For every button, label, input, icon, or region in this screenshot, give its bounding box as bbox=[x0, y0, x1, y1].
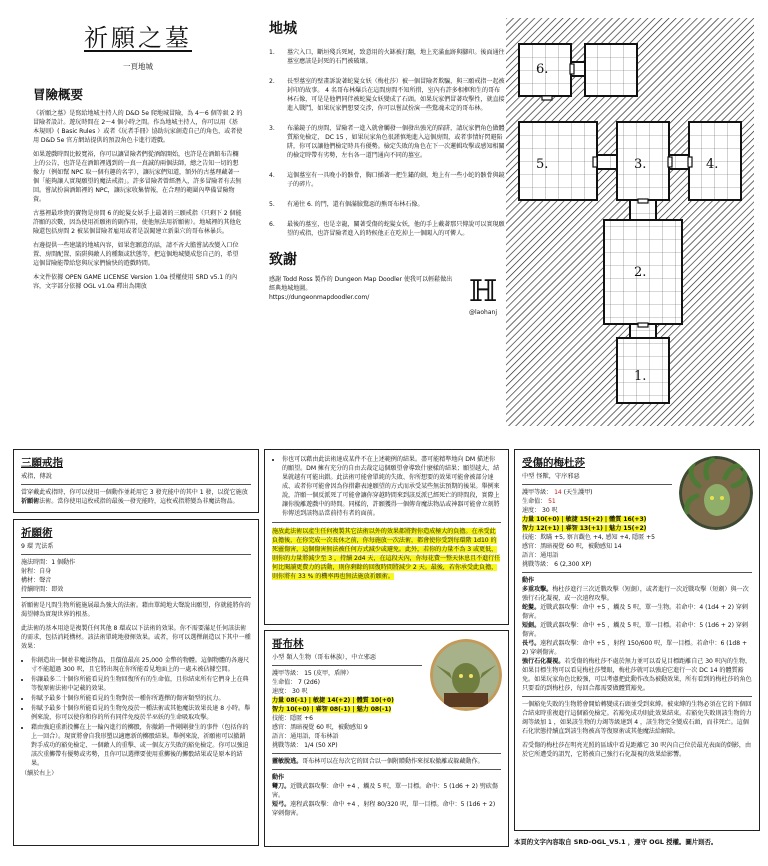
medusa-skills: 技能：欺瞞 +5, 察言觀色 +4, 感知 +4, 隱匿 +5 bbox=[522, 534, 655, 542]
divider bbox=[21, 554, 251, 555]
medusa-senses: 感官：黑暗視覺 60 呎，被動感知 14 bbox=[522, 543, 622, 551]
goblin-portrait-icon bbox=[430, 639, 502, 711]
spell-effect: • 藉由強迫重新投擲在上一輪內進行的擲骰，你撤銷一件剛剛發生的事件（包括你的上一回合）。現實將會自我形塑以適應新的擲骰結果。舉例來說，祈願術可以撤銷對手成功的豁免檢定、一個敵人的重擊、或一個友方失敗的豁免檢定。你可以強迫該次重擲帶有優勢或劣勢，且你可以選擇要使用重擲後的擲骰結果或是原本的結果。 bbox=[31, 723, 251, 768]
map-room-label: 6. bbox=[536, 62, 549, 77]
medusa-action bbox=[522, 621, 752, 639]
location-text: 長型墓室的壁畫訴說著蛇髮女妖（梅杜莎）被一個冒險者欺騙，與三願戒指一起被封印的故事。 4 名哥布林爆兵在這間房間不知所措，室內有許多相框和生的哥布林石像，可是是他們同伴被蛇髮女妖變成了石頭。如果玩家們冒著攻擊性，就直接進入戰鬥，如果玩家們想要交涉，你可以嘗試扮演一些驚魂未定的哥布林。 bbox=[287, 78, 505, 113]
spell-stat: 構材：聲音 bbox=[21, 577, 52, 585]
room-6-annex bbox=[585, 44, 637, 96]
overview-heading: 冒險概要 bbox=[33, 87, 84, 102]
spell-subtitle: 9 環 咒法系 bbox=[21, 543, 54, 550]
credits-line: 感謝 Todd Ross 製作的 Dungeon Map Doodler 使我可以輕鬆做出經典地城地圖。 bbox=[269, 276, 453, 293]
goblin-actions bbox=[272, 773, 501, 818]
map-room-label: 2. bbox=[634, 265, 647, 280]
divider bbox=[21, 484, 251, 485]
action-name: 長弓。 bbox=[522, 640, 541, 648]
author-logo-icon: ℍ bbox=[468, 274, 498, 310]
wish-stress-text bbox=[272, 527, 501, 581]
medusa-name: 受傷的梅杜莎 bbox=[522, 457, 585, 469]
overview-paragraph: 古墓裡最珍貴的寶物是房間 6 的蛇髮女妖手上最著的三願戒指（只剩下 2 個能許願的次數，因為使用祈願術的副作用，使他無法用祈願術）。地城裡的其他危險還包括房間 2 被某個冒險者雇用或者是誤闖建立新巢穴的哥布林暴兵。 bbox=[33, 210, 242, 236]
location-text: 有通往 6. 的門，還有個滿臉驚惡的熊哥布林石像。 bbox=[287, 201, 424, 209]
ability-scores: 智力 10(+0) | 睿智 08(-1) | 魅力 08(-1) bbox=[272, 706, 392, 714]
petrify-notes bbox=[522, 700, 752, 759]
location-number: 3. bbox=[269, 125, 275, 133]
spell-effect: • 你創造出一個並非魔法物品，且價值最高 25,000 金幣的物體。這個物體的各邊尺寸不能超過 300 呎，且它將出現在你所能看見地面上的一處未被佔據空間。 bbox=[31, 656, 251, 674]
location-text: 墓穴入口，斷垣殘兵死屍，致意用的火缽被打翻，地上充滿血跡與腳印。後面通往墓室應該是封死的石門被破壞。 bbox=[287, 49, 505, 66]
credits-link[interactable]: https://dungeonmapdoodler.com/ bbox=[269, 294, 370, 302]
location-item bbox=[269, 48, 505, 66]
location-item bbox=[269, 124, 505, 160]
medusa-challenge: 挑戰等級： 6 (2,300 XP) bbox=[522, 561, 592, 569]
medusa-statblock bbox=[514, 449, 760, 831]
dungeon-heading: 地城 bbox=[269, 21, 297, 37]
action-name: 短劍。 bbox=[522, 622, 541, 630]
location-item bbox=[269, 77, 505, 113]
action-name: 彎刀。 bbox=[272, 783, 291, 791]
divider bbox=[21, 597, 251, 598]
medusa-action bbox=[522, 585, 752, 603]
document-subtitle: 一頁地城 bbox=[123, 62, 153, 71]
goblin-ac: 護甲等級： 15 (皮甲，盾牌） bbox=[272, 670, 353, 677]
medusa-speed: 速度： 30 呎 bbox=[522, 507, 558, 515]
credits-block bbox=[269, 275, 505, 316]
hp-label: 生命值： bbox=[522, 498, 547, 506]
medusa-type: 中型 怪獸，守序邪惡 bbox=[522, 473, 580, 480]
ability-scores: 智力 12(+1) | 睿智 13(+1) | 魅力 15(+2) bbox=[522, 525, 647, 533]
door bbox=[638, 199, 648, 203]
spell-stats bbox=[21, 558, 251, 594]
spell-paragraph: 祈願術是凡間生物所能施展最為強大的法術。藉由單純地大聲說出願望，你就能將你的渴望轉為實現世界的根基。 bbox=[21, 602, 251, 619]
ring-spell-name: 祈願術 bbox=[21, 498, 40, 506]
overview-paragraph: 右邊提供一些建議的地城內容，如果您願意的話，請不吝大膽嘗試改變入口位置、房間配置、陷阱與敵人的種類或狀態等，把這個地城變成您自己的，希望這個冒險能帶給您與玩家們愉快的遊戲時間。 bbox=[33, 242, 239, 268]
overview-body bbox=[33, 109, 243, 291]
goblin-name: 哥布林 bbox=[272, 638, 304, 650]
petrify-paragraph: 一個豁免失敗的生物將會開始轉變成石頭並受到束縛。被束縛的生物必須在它的下個回合結束時重複進行這個豁免檢定。若豁免成功則此效果結束。若豁免失敗則該生物的力竭等級加 1 ，如果該生物的力竭等級達到 4 ，該生物完全變成石頭，而非死亡。這個石化狀態持續直到該生物被高等復原術或其他魔法給解除。 bbox=[522, 701, 752, 736]
hp-value: 51 bbox=[548, 498, 556, 506]
overview-column bbox=[33, 18, 243, 296]
spell-stat: 射程：自身 bbox=[21, 568, 52, 576]
thanks-heading: 致謝 bbox=[269, 252, 297, 269]
spell-title: 祈願術 bbox=[21, 527, 53, 539]
divider bbox=[272, 665, 422, 666]
spell-stat: 持續時間：即效 bbox=[21, 586, 64, 594]
continue-note: （續於右上） bbox=[21, 770, 58, 778]
action-text: 近戰武器攻擊：命中 +5 ，觸及 5 呎，單一目標。若命中：5 (1d6 + 2) 穿刺傷害。 bbox=[522, 622, 748, 639]
ac-label: 護甲等級： bbox=[522, 489, 553, 496]
spell-stat: 施法時間：1 個動作 bbox=[21, 559, 76, 566]
dungeon-column bbox=[269, 18, 505, 316]
location-number: 6. bbox=[269, 221, 275, 229]
map-room-label: 5. bbox=[536, 157, 549, 172]
medusa-portrait-icon bbox=[679, 456, 753, 530]
medusa-action bbox=[522, 603, 752, 621]
author-logo bbox=[461, 275, 505, 316]
action-text: 若受傷的梅杜莎不處於無力並可以看見目標距離自己 30 呎內的生物，如果目標生物可以看見梅杜莎雙眼，梅杜莎就可以強迫它進行一次 DC 14 的體質豁免。如果玩家角色比較強，可以考慮把此動作改為被動效果，所有看到的梅杜莎的角色只要看的到梅杜莎，每回合都需要做體質豁免。 bbox=[522, 658, 752, 693]
overview-paragraph: 如果遊戲時間比較寬裕，你可以讓冒險者們從酒館開始，也許是在酒館布告欄上的公告，也許是在酒館裡遇到的一真一真誠的兩個法師，總之告知一切的想像力（例如幫 NPC 取一個有趣的名字），讓玩家們知道，額外的古墓理藏著一個「能夠讓人實現願望的魔法戒指」。許多冒險者曾經潛入，許多冒險者有去無回。嘗試扮演酒館裡的 NPC，讓玩家收集情報，在合理的範圍內準備冒險物資。 bbox=[33, 151, 242, 204]
wish-continued-box bbox=[264, 449, 509, 625]
goblin-languages: 語言：通用語，哥布林語 bbox=[272, 733, 339, 741]
footer-license: 本頁的文字內容取自 SRD-OGL_V5.1 ，遵守 OGL 授權。圖片則否。 bbox=[514, 838, 718, 846]
ring-text: 當穿戴此戒指時，你可以使用一個動作並耗用它 3 發充能中的其中 1 發，以從它施放 bbox=[21, 489, 248, 496]
divider bbox=[272, 522, 501, 523]
corridor bbox=[597, 155, 617, 169]
goblin-action bbox=[272, 800, 501, 818]
door bbox=[593, 157, 597, 167]
divider bbox=[522, 572, 752, 573]
trait-text: 哥布林可以在每次它的回合以一個附贈動作來採取撤離或躲藏動作。 bbox=[302, 758, 484, 766]
overview-paragraph: 《祈願之墓》是寫給地城主持人的 D&D 5e 爬地城冒險，為 4～6 個等級 2 的冒險者設計。遊玩時間在 2～4 個小時之間。作為地城主持人，你可以用《基本規則》( Basic Rules ）或者《玩者手冊》協助玩家創造自己的角色，或者使用 D&D 5e 官方網站提供的預設角色卡進行遊戲。 bbox=[33, 110, 243, 145]
location-number: 2. bbox=[269, 78, 275, 86]
medusa-actions bbox=[522, 576, 752, 693]
ring-text: 法術。當你使用這枚戒指的最後一發充能時，這枚戒指將變為非魔法物品。 bbox=[39, 498, 239, 506]
location-number: 4. bbox=[269, 172, 275, 180]
ring-description bbox=[21, 488, 251, 506]
location-number: 1. bbox=[269, 49, 275, 56]
ac-note: (天生護甲) bbox=[563, 489, 593, 496]
spell-effect: • 你賦予最多十個你所能看見的生物對於一種你所選擇的傷害類型的抗力。 bbox=[31, 694, 251, 703]
medusa-languages: 語言：通用語 bbox=[522, 552, 559, 560]
door bbox=[688, 157, 692, 167]
dungeon-location-list bbox=[269, 48, 505, 238]
goblin-skills: 技能：隱匿 +6 bbox=[272, 715, 313, 723]
dungeon-map-drawing bbox=[506, 18, 754, 426]
goblin-challenge: 挑戰等級： 1/4 (50 XP) bbox=[272, 742, 338, 750]
wish-spell-box bbox=[13, 519, 259, 846]
trait-name: 靈敏脫逃。 bbox=[272, 758, 303, 766]
door bbox=[570, 64, 574, 74]
author-handle: @laohanj bbox=[469, 309, 497, 317]
credits-text bbox=[269, 275, 455, 316]
divider bbox=[272, 753, 501, 754]
map-room-label: 4. bbox=[706, 157, 719, 172]
medusa-action bbox=[522, 657, 752, 693]
divider bbox=[522, 484, 672, 485]
action-name: 多重攻擊。 bbox=[522, 586, 553, 594]
goblin-senses: 感官：黑暗視覺 60 呎，被動感知 9 bbox=[272, 724, 368, 732]
room-5 bbox=[519, 122, 597, 200]
map-room-label: 1. bbox=[634, 369, 647, 384]
actions-heading: 動作 bbox=[272, 774, 285, 782]
location-item bbox=[269, 171, 505, 189]
dungeon-map bbox=[506, 18, 754, 426]
location-number: 5. bbox=[269, 201, 275, 209]
spell-effect: • 你讓最多二十個你所能看見的生物回復所有的生命值，且你結束所有它們身上在典等復原術法術中記載的效果。 bbox=[31, 675, 251, 693]
goblin-hp: 生命值： 7 (2d6) bbox=[272, 679, 320, 687]
location-item bbox=[269, 220, 505, 238]
spell-body bbox=[21, 601, 251, 778]
door bbox=[638, 323, 648, 327]
petrify-paragraph: 若受傷的梅杜莎在明亮光照的區域中看見距離它 30 呎內自己位於最光表面的倒影，由於它所遭受的詛咒，它將被自己強行石化凝視的效果給影響。 bbox=[522, 742, 752, 759]
location-text: 最後的墓室，也是幸龍，關著受傷的蛇髮女妖，他的手上戴著那只傳說可以實現願望的戒指，也許冒險者進入的時候他正在吃掉上一個闖入的可憐人。 bbox=[287, 221, 505, 238]
goblin-type: 小型 類人生物（哥布林族），中立邪惡 bbox=[272, 654, 377, 661]
map-room-label: 3. bbox=[634, 157, 647, 172]
ac-value: 14 bbox=[554, 489, 562, 496]
divider bbox=[272, 769, 501, 770]
action-text: 遠程武器攻擊：命中 +4 ，射程 80/320 呎，單一目標。命中：5 (1d6 + 2) 穿刺傷害。 bbox=[272, 801, 496, 818]
ring-title: 三願戒指 bbox=[21, 457, 63, 469]
action-text: 近戰武器攻擊：命中 +5 ，觸及 5 呎，單一生物。若命中：4 (1d4 + 2) 穿刺傷害。 bbox=[522, 604, 748, 621]
spell-paragraph: 此法術的基本用途是複製任何其他 8 環或以下法術的效果。你不需要滿足任何該法術的需求，包括消耗構材。該法術單純地發揮效果。或者，你可以選擇創造以下其中一種效果： bbox=[21, 625, 251, 651]
action-name: 蛇髮。 bbox=[522, 604, 541, 612]
ability-scores: 力量 10(+0) | 敏捷 15(+2) | 體質 16(+3) bbox=[522, 516, 647, 524]
location-text: 布滿鏡子的房間，冒險者一進入就會觸發一個發出強光的陷阱，請玩家們角色做體質豁免檢定， DC 15 ，如果玩家角色很謹慎地進入這個房間，或者事情好閃避陷阱，你可以讓他們檢定時具有優勢。檢定失敗的角色在下一次邏輯攻擊或感知相關的檢定時帶有劣勢，左右各一道門通向不同的墓室。 bbox=[287, 125, 505, 160]
action-name: 短弓。 bbox=[272, 801, 291, 809]
door bbox=[542, 96, 552, 100]
actions-heading: 動作 bbox=[522, 577, 535, 585]
ring-item-box bbox=[13, 449, 259, 513]
goblin-speed: 速度： 30 呎 bbox=[272, 688, 308, 696]
goblin-action bbox=[272, 782, 501, 800]
divider bbox=[522, 696, 752, 697]
action-name: 強行石化凝視。 bbox=[522, 658, 565, 666]
action-text: 近戰武器攻擊：命中 +4 ，觸及 5 呎，單一目標。命中：5 (1d6 + 2) 劈砍傷害。 bbox=[272, 783, 498, 800]
medusa-action bbox=[522, 639, 752, 657]
door bbox=[668, 157, 672, 167]
overview-paragraph: 本文件依據 OPEN GAME LICENSE Version 1.0a 授權使用 SRD v5.1 的內容，文字部分依據 OGL v1.0a 釋出為開放 bbox=[33, 274, 238, 291]
spell-effect-list bbox=[21, 656, 251, 768]
wish-continued-list bbox=[272, 455, 501, 518]
ability-scores: 力量 08(-1) | 敏捷 14(+2) | 體質 10(+0) bbox=[272, 697, 394, 705]
highlighted-text: 施放此法術以產生任何複製其它法術以外的效果都將對你造成極大的負擔。在承受此負擔後，在你完成一次長休之前，你每施放一次法術，都會使你受到每環階 1d10 的死靈傷害，這個傷害無法被任何方式減少或避免。此外，若你的力量不為 3 或更低，則你的力量將減少至 3 ，持續 2d4 天，在這段天內，你每花費一整天休息且不進行任何比閱讀更費力的活動，則你剩餘的回復時間將減少 2 天。最後，若你承受此負擔，則你將有 33 % 的機率再也無法施放祈願術。 bbox=[272, 528, 501, 581]
location-text: 這個墓室有一具晚小的骸骨，胸口插著一把生鏽的劍，地上有一些小蛇的骸骨與鏡子的碎片。 bbox=[287, 172, 505, 189]
ring-subtitle: 戒指，傳說 bbox=[21, 473, 52, 480]
location-item bbox=[269, 200, 505, 209]
goblin-trait bbox=[272, 757, 501, 766]
action-text: 梅杜莎進行三次近戰攻擊（短劍），或者進行一次近戰攻擊（短劍）與一次強行石化凝視，或一次遠程攻擊。 bbox=[522, 586, 749, 603]
wish-continued-text: • 你也可以藉由此法術達成某件不在上述範例的結果。盡可能精準地向 DM 描述你的願望。DM 擁有充分的自由去裁定這個願望會導致什麼樣的結果；願望越大，結果就越有可能出錯。此法術可能會單純的失敗、你所想要的效果可能會被部分達成、或者你可能會因為你措辭表達願望的方式而承受某些無法預期的後果。舉例來說，許願一個反派死了可能會讓你穿越時間來到該反派已經死亡的時間段，實際上讓你脫離遊戲中的時間。同樣的，許願獲得一個傳奇魔法物品或神器可能會立刻將你傳送到該物品當前持有者的面前。 bbox=[282, 455, 501, 518]
goblin-statblock bbox=[264, 630, 509, 847]
action-text: 遠程武器攻擊：命中 +5 ，射程 150/600 呎，單一目標。若命中：6 (1d8 + 2) 穿刺傷害。 bbox=[522, 640, 747, 657]
spell-effect: • 你賦予最多十個你所能看見的生物免疫於一種法術或其他魔法效果長達 8 小時。舉例來說，你可以使你和你的所有同伴免疫於半巫妖的生命吸取攻擊。 bbox=[31, 704, 251, 722]
document-title: 祈願之墓 bbox=[84, 24, 192, 52]
